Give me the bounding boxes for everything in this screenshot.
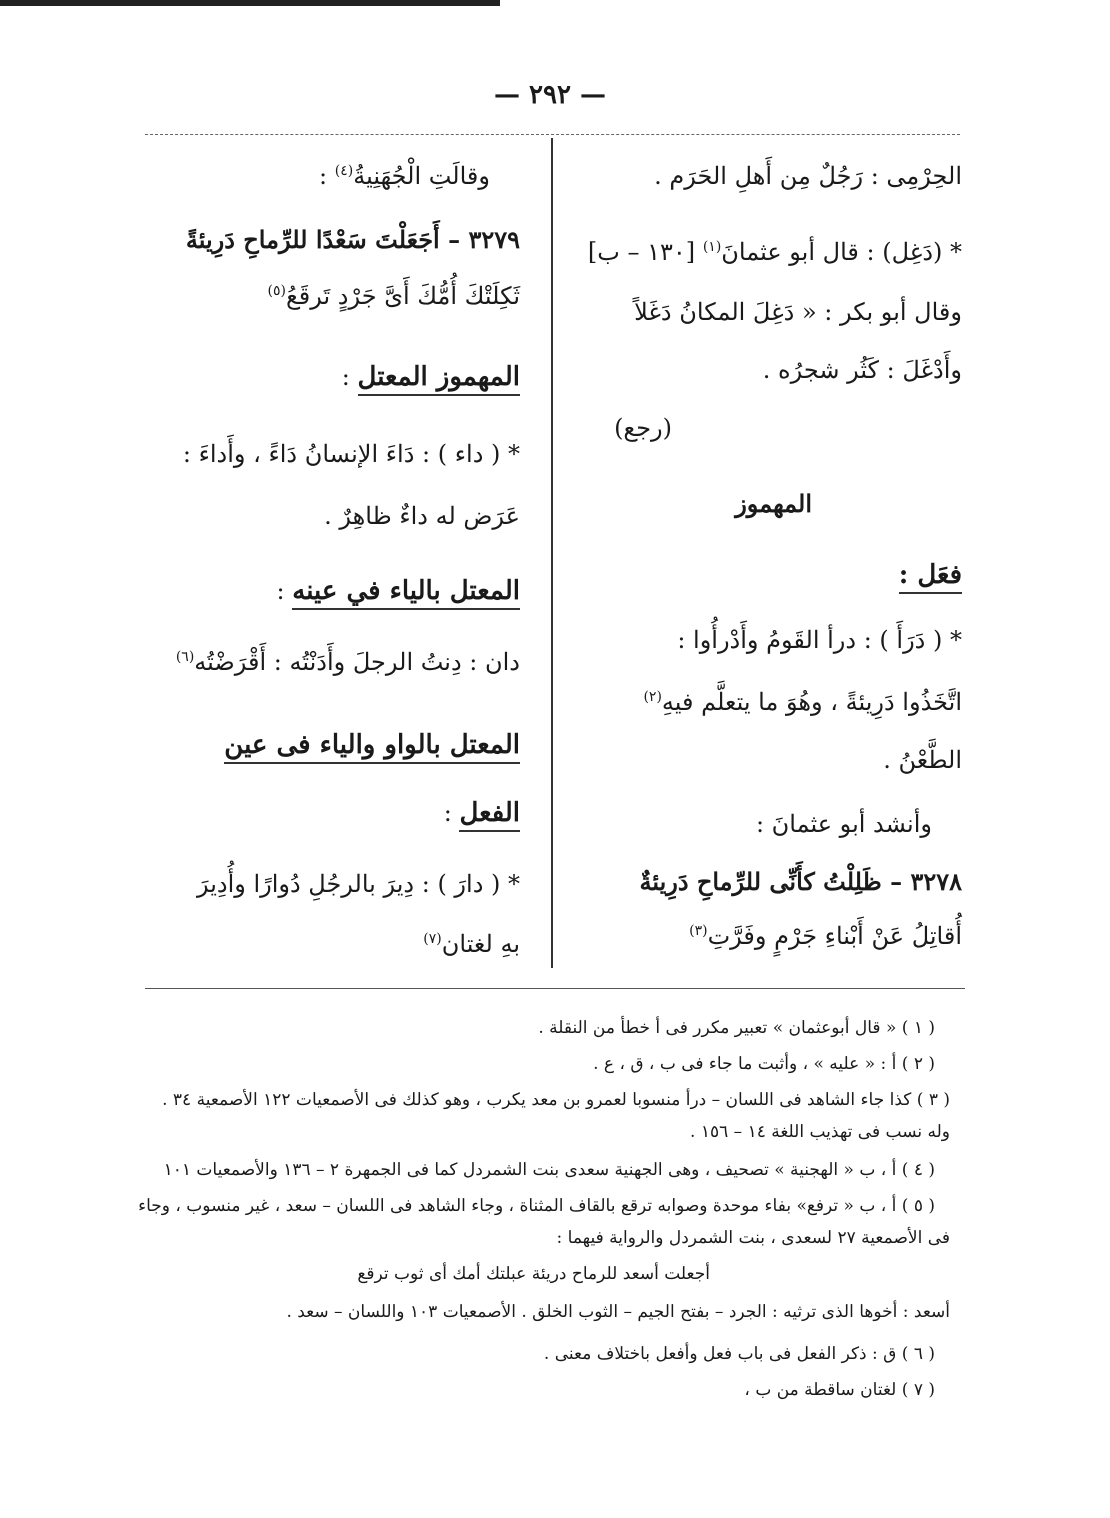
left-line-3: عَرَض له داءٌ ظاهِرٌ . <box>324 502 520 530</box>
header-rule <box>145 134 960 135</box>
left-line-5: * ( دارَ ) : دِيرَ بالرجُلِ دُوارًا وأُدِيرَ <box>196 870 520 898</box>
footnote-ref-5: (٥) <box>267 283 286 299</box>
section-faal: فعَل : <box>899 560 962 591</box>
verse-3279-hemistich-2: ثَكِلَتْكَ أُمُّكَ أَىَّ جَرْدٍ تَرقَعُ$^{(٥)}$ <box>267 282 520 310</box>
footnote-6: ( ٦ ) ق : ذكر الفعل فى باب فعل وأفعل باختلاف معنى . <box>543 1344 935 1364</box>
footnote-7: ( ٧ ) لغتان ساقطة من ب ، <box>744 1380 935 1400</box>
footnote-5: ( ٥ ) أ ، ب « ترفع» بفاء موحدة وصوابه ترقع بالقاف المثناة ، وجاء الشاهد فى اللسان – سعد ، غير منسوب ، وجاء <box>138 1196 935 1216</box>
heading-weak-waw-ya: المعتل بالواو والياء فى عين <box>224 730 520 761</box>
footnote-3: ( ٣ ) كذا جاء الشاهد فى اللسان – درأ منسوبا لعمرو بن معد يكرب ، وهو كذلك فى الأصمعيات ١٢٢ الأصمعية ٣٤ . <box>162 1090 950 1110</box>
footnote-3-cont: وله نسب فى تهذيب اللغة ١٤ – ١٥٦ . <box>690 1122 950 1142</box>
right-line-1: الحِرْمِى : رَجُلٌ مِن أَهلِ الحَرَم . <box>654 162 962 190</box>
right-line-10: الطَّعْنُ . <box>883 746 962 774</box>
heading-fiil: الفعل : <box>444 798 520 829</box>
footnote-ref-3: (٣) <box>689 923 708 939</box>
footnote-ref-4: (٤) <box>334 163 354 179</box>
top-edge-bar <box>0 0 500 6</box>
footnote-5-cont: فى الأصمعية ٢٧ لسعدى ، بنت الشمردل والرواية فيهما : <box>556 1228 950 1248</box>
left-line-6: بهِ لغتان$^{(٧)}$ <box>423 930 520 958</box>
footnote-ref-2: (٢) <box>643 689 662 705</box>
footnote-5-verse: أجعلت أسعد للرماح دريئة عبلتك أمك أى ثوب ترقع <box>357 1264 710 1284</box>
footnote-ref-1: (١) <box>702 239 722 255</box>
left-line-2: * ( داء ) : دَاءَ الإنسانُ دَاءً ، وأَداءَ : <box>182 440 520 468</box>
verse-3278-hemistich-2: أُقاتِلُ عَنْ أَبْناءِ جَرْمٍ وفَرَّتِ$^{(٣)}$ <box>689 922 962 950</box>
right-line-5: (رجع) <box>614 414 672 442</box>
right-line-2: * (دَغِل) : قال أبو عثمانَ$^{(١)}$ [١٣٠ – ب] <box>587 238 962 266</box>
footnote-rule <box>145 988 965 989</box>
right-line-11: وأنشد أبو عثمانَ : <box>755 810 932 838</box>
left-line-1: وقالَتِ الْجُهَنِيةُ$^{(٤)}$ : <box>319 162 490 190</box>
footnote-5-gloss: أسعد : أخوها الذى ترثيه : الجرد – بفتح الجيم – الثوب الخلق . الأصمعيات ١٠٣ واللسان – سعد . <box>286 1302 950 1322</box>
footnote-1: ( ١ ) « قال أبوعثمان » تعبير مكرر فى أ خطأ من النقلة . <box>538 1018 935 1038</box>
folio-marker: [١٣٠ – ب] <box>587 238 696 266</box>
right-line-8: * ( دَرَأَ ) : درأ القَومُ وأَدْرأُوا : <box>677 626 962 654</box>
column-divider <box>551 138 553 968</box>
verse-3278-hemistich-1: ٣٢٧٨ – ظَلِلْتُ كأَنِّى للرِّماحِ دَرِيئةٌ <box>639 867 962 896</box>
heading-hamzated-weak: المهموز المعتل : <box>342 362 520 393</box>
heading-weak-ya: المعتل بالياء في عينه : <box>277 576 520 607</box>
footnote-ref-6: (٦) <box>175 649 195 665</box>
verse-3279-hemistich-1: ٣٢٧٩ – أَجَعَلْتَ سَعْدًا للرِّماحِ دَرِيئةً <box>185 225 520 254</box>
right-line-9: اتَّخَذُوا دَرِيئةً ، وهُوَ ما يتعلَّم فيهِ$^{(٢)}$ <box>643 688 962 716</box>
footnote-2: ( ٢ ) أ : « عليه » ، وأثبت ما جاء فى ب ، ق ، ع . <box>593 1054 935 1074</box>
left-line-4: دان : دِنتُ الرجلَ وأَدَنْتُه : أَقْرَضْتُه$^{(٦)}$ <box>175 648 520 676</box>
right-line-3: وقال أبو بكر : « دَغِلَ المكانُ دَغَلاً <box>634 298 962 326</box>
right-line-4: وأَدْغَلَ : كَثُر شجرُه . <box>762 356 962 384</box>
page-number: — ٢٩٢ — <box>493 80 607 110</box>
footnote-ref-7: (٧) <box>423 931 442 947</box>
footnote-4: ( ٤ ) أ ، ب « الهجنية » تصحيف ، وهى الجهنية سعدى بنت الشمردل كما فى الجمهرة ٢ – ١٣٦ والأصمعيات ١٠١ <box>163 1160 935 1180</box>
section-hamzated: المهموز <box>735 489 812 518</box>
